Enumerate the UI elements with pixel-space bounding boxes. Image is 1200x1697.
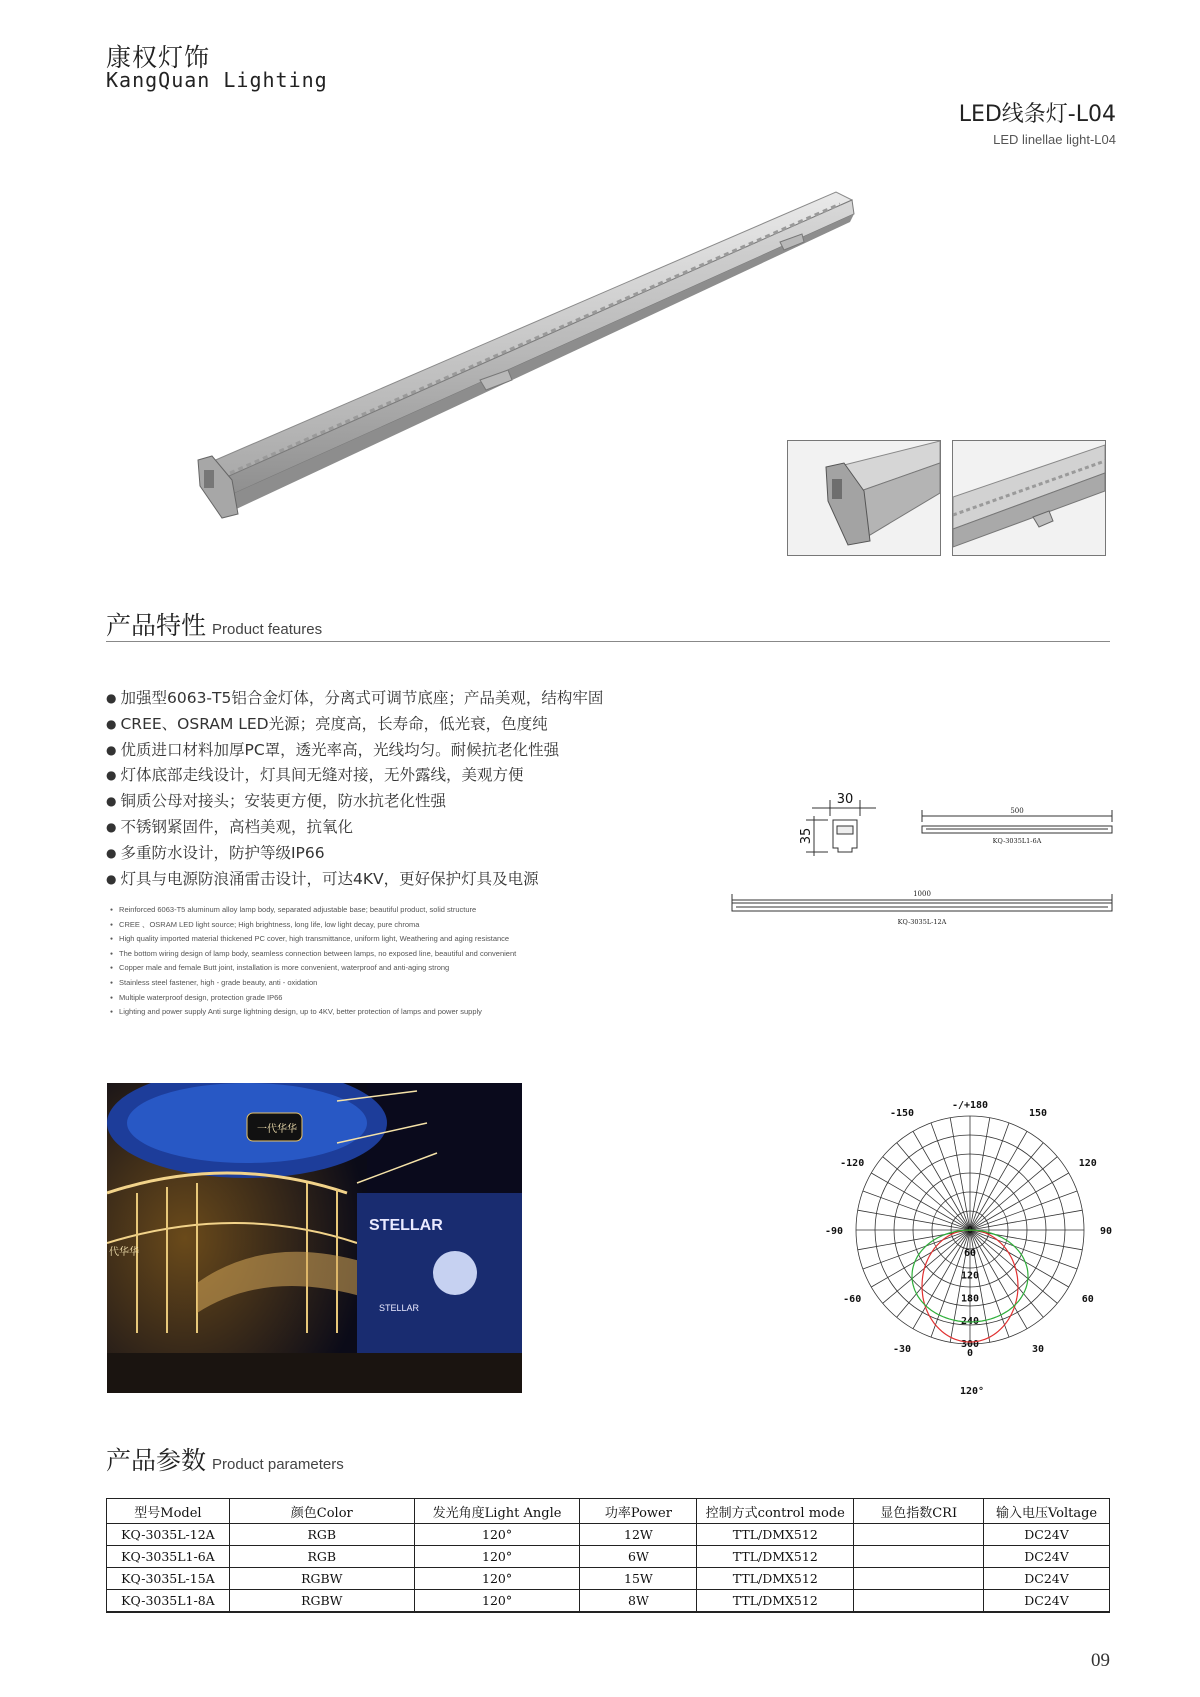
feature-en-item: ● High quality imported material thickened PC cover, high transmittance, uniform light, Weathering and aging resistance [110,932,516,947]
cell-voltage: DC24V [984,1546,1110,1568]
table-header-row [107,1499,1110,1524]
feature-en-item: ● CREE 、OSRAM LED light source; High brightness, long life, low light decay, pure chroma [110,918,516,933]
photo-sign-text: STELLAR [369,1217,443,1234]
parameters-heading-cn: 产品参数 [106,1446,207,1475]
polar-distribution-diagram [820,1090,1120,1410]
cell-voltage: DC24V [984,1590,1110,1613]
polar-radial-label: 180 [960,1293,980,1305]
feature-cn-item: ● CREE、OSRAM LED光源；亮度高，长寿命，低光衰，色度纯 [106,712,603,738]
feature-en-item: ● Reinforced 6063-T5 aluminum alloy lamp body, separated adjustable base; beautiful product, solid structure [110,903,516,918]
brand-name-en: KangQuan Lighting [106,68,328,92]
cell-power: 6W [580,1546,697,1568]
features-list-cn [106,686,603,892]
table-row [107,1524,1110,1546]
polar-radial-label: 240 [960,1316,980,1328]
feature-en-item: ● The bottom wiring design of lamp body, seamless connection between lamps, no exposed line, beautiful and convenient [110,947,516,962]
cell-control: TTL/DMX512 [697,1568,854,1590]
product-title: LED线条灯-L04 [958,102,1116,127]
col-header-control: 控制方式control mode [697,1499,854,1524]
product-thumb-end [787,440,941,556]
polar-angle-label: 30 [1031,1343,1045,1355]
feature-cn-item: ● 灯体底部走线设计，灯具间无缝对接，无外露线，美观方便 [106,763,603,789]
feature-en-item: ● Lighting and power supply Anti surge lightning design, up to 4KV, better protection of lamps and power supply [110,1005,516,1020]
cell-angle: 120° [414,1568,580,1590]
parameters-heading-en: Product parameters [212,1456,344,1473]
polar-angle-label: 0 [966,1348,974,1359]
features-divider [106,641,1110,642]
dim-long-model: KQ-3035L-12A [897,918,947,926]
application-photo [107,1083,522,1393]
polar-angle-label: -/+180 [951,1100,989,1111]
polar-radial-label: 120 [960,1270,980,1282]
polar-angle-label: -30 [892,1343,912,1355]
cell-color: RGB [229,1546,414,1568]
cell-control: TTL/DMX512 [697,1546,854,1568]
dim-width-label: 30 [836,792,854,807]
photo-left-text: 代华华 [109,1247,139,1258]
feature-en-item: ● Stainless steel fastener, high - grade beauty, anti - oxidation [110,976,516,991]
product-subtitle: LED linellae light-L04 [993,132,1116,147]
cell-model: KQ-3035L1-6A [107,1546,230,1568]
table-row [107,1590,1110,1613]
page-number: 09 [1091,1650,1110,1671]
dimension-drawings [720,790,1120,940]
cell-model: KQ-3035L-15A [107,1568,230,1590]
features-list-en [110,903,516,1020]
cell-cri [854,1546,984,1568]
cell-model: KQ-3035L-12A [107,1524,230,1546]
cell-angle: 120° [414,1524,580,1546]
polar-angle-label: 120 [1078,1158,1097,1169]
cell-color: RGBW [229,1568,414,1590]
polar-radial-label: 300 [960,1339,980,1350]
col-header-model: 型号Model [107,1499,230,1524]
dim-short-length: 500 [1010,807,1024,815]
cell-color: RGB [229,1524,414,1546]
feature-cn-item: ● 多重防水设计，防护等级IP66 [106,841,603,867]
features-heading-cn: 产品特性 [106,611,207,640]
polar-radial-label: 0 [966,1225,974,1236]
col-header-power: 功率Power [580,1499,697,1524]
col-header-angle: 发光角度Light Angle [414,1499,580,1524]
cell-power: 8W [580,1590,697,1613]
polar-angle-label: 60 [1081,1294,1094,1305]
feature-cn-item: ● 铜质公母对接头；安装更方便，防水抗老化性强 [106,789,603,815]
cell-cri [854,1524,984,1546]
cell-color: RGBW [229,1590,414,1613]
cell-angle: 120° [414,1590,580,1613]
feature-cn-item: ● 不锈钢紧固件，高档美观，抗氧化 [106,815,603,841]
parameters-table [106,1498,1110,1613]
col-header-cri: 显色指数CRI [854,1499,984,1524]
brand-name-cn: 康权灯饰 [106,43,211,72]
product-thumb-mount [952,440,1106,556]
cell-cri [854,1590,984,1613]
features-heading-en: Product features [212,621,323,638]
dim-short-model: KQ-3035L1-6A [992,837,1042,845]
cell-voltage: DC24V [984,1524,1110,1546]
col-header-color: 颜色Color [229,1499,414,1524]
dim-long-length: 1000 [913,890,931,898]
product-main-image [190,180,870,560]
feature-cn-item: ● 加强型6063-T5铝合金灯体，分离式可调节底座；产品美观，结构牢固 [106,686,603,712]
table-row [107,1568,1110,1590]
polar-angle-label: -120 [840,1158,865,1169]
cell-power: 15W [580,1568,697,1590]
polar-radial-label: 60 [963,1247,977,1259]
photo-banner-text: 一代华华 [257,1124,297,1135]
polar-angle-label: -60 [843,1294,862,1305]
feature-en-item: ● Copper male and female Butt joint, installation is more convenient, waterproof and anti-aging strong [110,961,516,976]
polar-beam-label: 120° [959,1386,985,1397]
dim-height-label: 35 [799,827,814,845]
feature-cn-item: ● 优质进口材料加厚PC罩，透光率高，光线均匀。耐候抗老化性强 [106,738,603,764]
features-heading [106,606,322,642]
cell-control: TTL/DMX512 [697,1524,854,1546]
feature-en-item: ● Multiple waterproof design, protection grade IP66 [110,991,516,1006]
cell-power: 12W [580,1524,697,1546]
photo-sign-sub: STELLAR [379,1303,420,1313]
feature-cn-item: ● 灯具与电源防浪涌雷击设计，可达4KV，更好保护灯具及电源 [106,867,603,893]
table-row [107,1546,1110,1568]
cell-model: KQ-3035L1-8A [107,1590,230,1613]
polar-angle-label: -150 [889,1108,915,1120]
col-header-voltage: 输入电压Voltage [984,1499,1110,1524]
polar-angle-label: 150 [1028,1108,1048,1120]
cell-cri [854,1568,984,1590]
polar-angle-label: -90 [824,1226,844,1237]
parameters-heading [106,1441,344,1477]
polar-angle-label: 90 [1099,1226,1113,1237]
cell-control: TTL/DMX512 [697,1590,854,1613]
cell-angle: 120° [414,1546,580,1568]
cell-voltage: DC24V [984,1568,1110,1590]
